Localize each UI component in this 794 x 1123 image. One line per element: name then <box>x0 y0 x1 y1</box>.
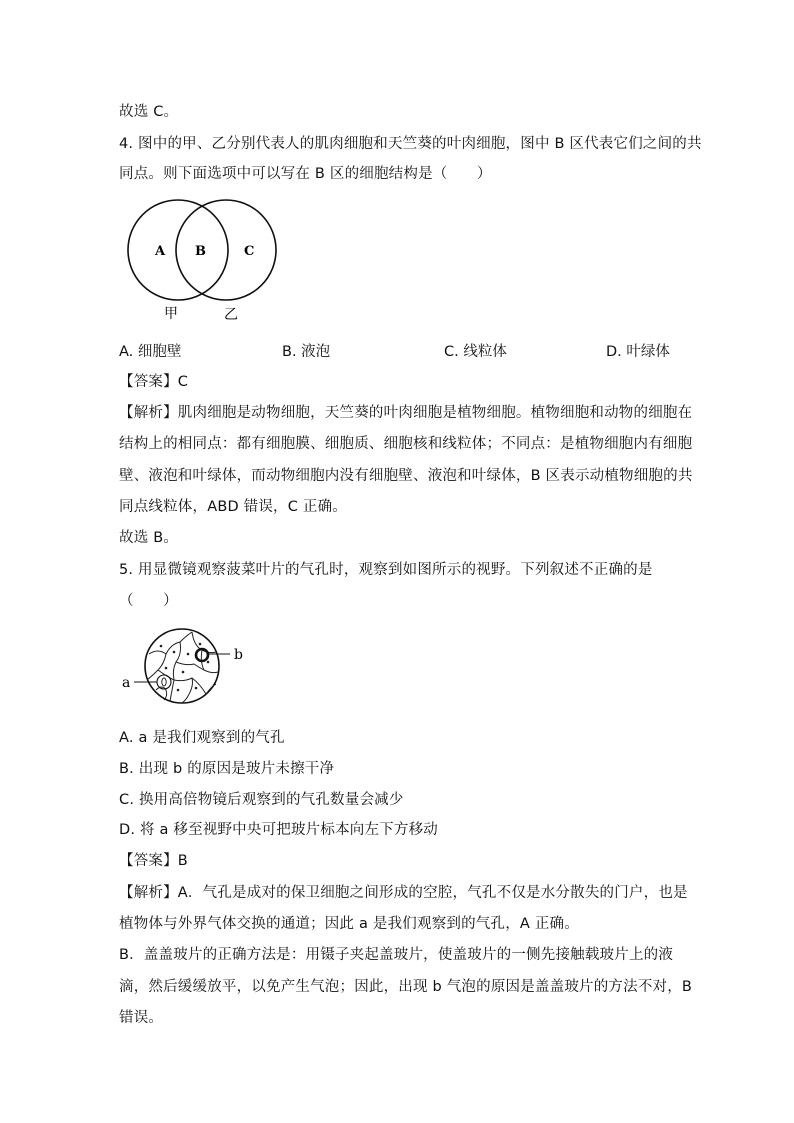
q5-stem-line1: 5. 用显微镜观察菠菜叶片的气孔时，观察到如图所示的视野。下列叙述不正确的是 <box>119 562 653 578</box>
stoma-a-circle <box>157 675 171 689</box>
q5-analysis-line2: 植物体与外界气体交换的通道；因此 a 是我们观察到的气孔，A 正确。 <box>119 916 579 932</box>
q5-option-c: C. 换用高倍物镜后观察到的气孔数量会减少 <box>119 792 404 808</box>
q4-analysis-line1: 【解析】肌肉细胞是动物细胞，天竺葵的叶肉细胞是植物细胞。植物细胞和动物的细胞在 <box>119 405 693 421</box>
label-b: b <box>234 647 243 663</box>
q4-conclusion: 故选 B。 <box>119 530 179 546</box>
venn-label-a: A <box>155 244 166 259</box>
q4-option-d: D. 叶绿体 <box>606 344 670 360</box>
prev-conclusion: 故选 C。 <box>119 104 179 120</box>
q4-analysis-line2: 结构上的相同点：都有细胞膜、细胞质、细胞核和线粒体；不同点：是植物细胞内有细胞 <box>119 436 693 452</box>
stoma-a-guard-cells <box>162 678 166 686</box>
q5-analysis-line4: 滴，然后缓缓放平，以免产生气泡；因此，出现 b 气泡的原因是盖盖玻片的方法不对，B <box>119 979 693 995</box>
q4-answer: 【答案】C <box>119 374 189 390</box>
venn-name-left: 甲 <box>164 306 178 322</box>
venn-label-b: B <box>195 244 206 259</box>
venn-name-right: 乙 <box>224 307 238 323</box>
q5-answer: 【答案】B <box>119 853 188 869</box>
q5-analysis-line3: B．盖盖玻片的正确方法是：用镊子夹起盖玻片，使盖玻片的一侧先接触载玻片上的液 <box>119 947 674 963</box>
venn-circle-left <box>128 200 228 300</box>
q5-stem-line2: （ ） <box>119 593 178 609</box>
q4-venn-diagram <box>124 198 284 326</box>
label-a: a <box>122 675 131 691</box>
q5-analysis-line5: 错误。 <box>119 1010 164 1026</box>
q4-analysis-line3: 壁、液泡和叶绿体，而动物细胞内没有细胞壁、液泡和叶绿体，B 区表示动植物细胞的共 <box>119 468 693 484</box>
venn-label-c: C <box>244 244 255 259</box>
q4-stem-line1: 4. 图中的甲、乙分别代表人的肌肉细胞和天竺葵的叶肉细胞，图中 B 区代表它们之间的共 <box>119 136 702 152</box>
q5-option-d: D. 将 a 移至视野中央可把玻片标本向左下方移动 <box>119 822 438 838</box>
q5-microscope-view <box>116 624 256 710</box>
q5-analysis-line1: 【解析】A．气孔是成对的保卫细胞之间形成的空腔，气孔不仅是水分散失的门户，也是 <box>119 885 688 901</box>
q4-option-a: A. 细胞壁 <box>119 344 182 360</box>
q5-option-b: B. 出现 b 的原因是玻片未擦干净 <box>119 761 335 777</box>
epidermal-cells <box>147 632 218 703</box>
q4-option-c: C. 线粒体 <box>444 344 507 360</box>
q4-analysis-line4: 同点线粒体，ABD 错误，C 正确。 <box>119 499 347 515</box>
q4-option-b: B. 液泡 <box>282 344 331 360</box>
q5-option-a: A. a 是我们观察到的气孔 <box>119 730 285 746</box>
q4-stem-line2: 同点。则下面选项中可以写在 B 区的细胞结构是（ ） <box>119 166 492 182</box>
venn-circle-right <box>176 200 276 300</box>
